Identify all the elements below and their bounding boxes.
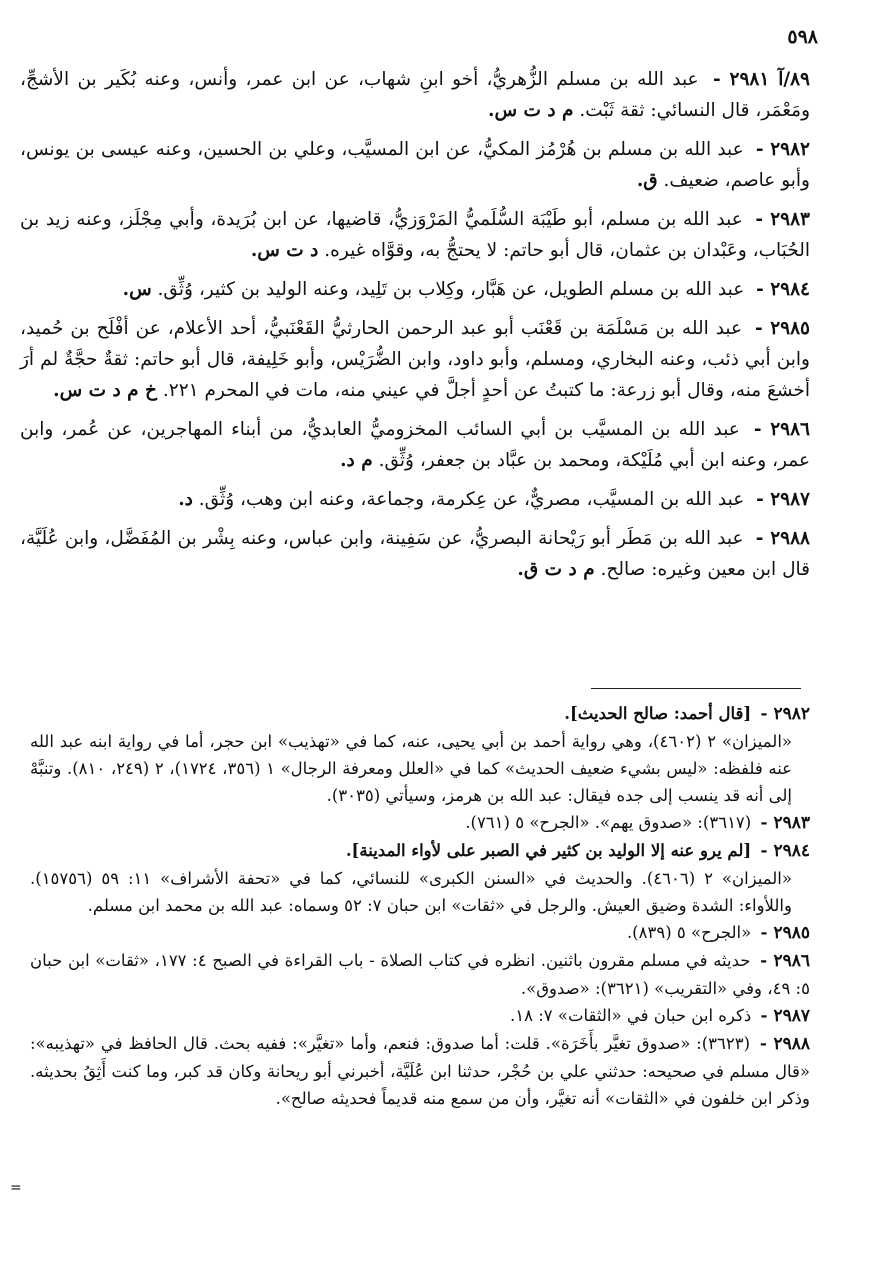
entry-text: عبد الله بن مسلم، أبو طَيْبَة السُّلَميُّ المَرْوَزيُّ، قاضيها، عن ابن بُرَيدة، وأبي مِجْلَز، وعنه زيد بن الحُبَاب، وعَبْدان بن عثمان، قال أبو حاتم: لا يحتجُّ به، وقوَّاه غيره. bbox=[20, 209, 810, 261]
entry-text: عبد الله بن مسلم الطويل، عن هَبَّار، وكِلاب بن تَلِيد، وعنه الوليد بن كثير، وُثِّق. bbox=[157, 279, 745, 300]
note-text: (٣٦١٧): «صدوق يهم». «الجرح» ٥ (٧٦١). bbox=[465, 813, 752, 832]
entry-number: ٢٩٨٨ - bbox=[755, 528, 810, 549]
note-text: «الجرح» ٥ (٨٣٩). bbox=[626, 923, 752, 942]
page-number: ٥٩٨ bbox=[787, 26, 818, 48]
entry-number: ٨٩/آ ٢٩٨١ - bbox=[712, 69, 810, 90]
note-number: ٢٩٨٨ - bbox=[759, 1034, 810, 1054]
entry-codes: س. bbox=[122, 279, 152, 300]
entry-2985 bbox=[20, 313, 810, 406]
note-number: ٢٩٨٢ - bbox=[760, 704, 810, 724]
entry-number: ٢٩٨٦ - bbox=[753, 419, 810, 440]
note-number: ٢٩٨٣ - bbox=[760, 813, 810, 833]
note-2987 bbox=[30, 1002, 810, 1030]
entry-2982 bbox=[20, 134, 810, 196]
note-text: «الميزان» ٢ (٤٦٠٢)، وهي رواية أحمد بن أبي يحيى، عنه، كما في «تهذيب» ابن حجر، أما في رواية ابنه عبد الله عنه فلفظه: «ليس بشيء ضعيف الحديث» كما في «العلل ومعرفة الرجال» ١ (٣٥٦، ١٧٢٤)، ٢ (٢٤٩، ٨١٠). وتنبَّهْ إلى أنه قد ينسب إلى جده فيقال: عبد الله بن هرمز، وسيأتي (٣٠٣٥). bbox=[30, 732, 793, 805]
note-text: حديثه في مسلم مقرون باثنين. انظره في كتاب الصلاة - باب القراءة في الصبح ٤: ١٧٧، «ثقات» ابن حبان ٥: ٤٩، وفي «التقريب» (٣٦٢١): «صدوق». bbox=[30, 951, 810, 998]
note-number: ٢٩٨٧ - bbox=[760, 1006, 810, 1026]
note-2988 bbox=[30, 1030, 810, 1112]
entry-text: عبد الله بن المسيَّب بن أبي السائب المخزوميُّ العابديُّ، من أبناء المهاجرين، عن عُمر، وابن عمر، وعنه ابن أبي مُلَيْكة، ومحمد بن عبَّاد بن جعفر، وُثِّق. bbox=[20, 419, 810, 471]
entry-codes: م د. bbox=[340, 450, 373, 471]
footnotes bbox=[30, 700, 810, 1112]
note-text: ذكره ابن حبان في «الثقات» ٧: ١٨. bbox=[509, 1006, 752, 1025]
note-number: ٢٩٨٤ - bbox=[760, 841, 810, 861]
note-2983 bbox=[30, 809, 810, 837]
note-2982 bbox=[30, 700, 810, 809]
entry-number: ٢٩٨٣ - bbox=[755, 209, 810, 230]
entry-codes: د. bbox=[178, 489, 193, 510]
note-2985 bbox=[30, 919, 810, 947]
entry-2981 bbox=[20, 64, 810, 126]
entry-codes: ق. bbox=[636, 170, 658, 191]
entry-text: عبد الله بن مسلم الزُّهريُّ، أخو ابنِ شهاب، عن ابن عمر، وأنس، وعنه بُكَير بن الأشجِّ، ومَعْمَر، قال النسائي: ثقة ثَبْت. bbox=[20, 69, 810, 121]
entry-2988 bbox=[20, 523, 810, 585]
entry-2987 bbox=[20, 484, 810, 515]
entry-text: عبد الله بن مَطَر أبو رَيْحانة البصريُّ، عن سَفِينة، وابن عباس، وعنه بِشْر بن المُفَضَّل، وابن عُلَيَّة، قال ابن معين وغيره: صالح. bbox=[20, 528, 810, 580]
entry-number: ٢٩٨٥ - bbox=[755, 318, 810, 339]
entry-codes: م د ت س. bbox=[488, 100, 574, 121]
note-text: «الميزان» ٢ (٤٦٠٦). والحديث في «السنن الكبرى» للنسائي، كما في «تحفة الأشراف» ١١: ٥٩ (١٥٧٥٦). واللأواء: الشدة وضيق العيش. والرجل في «ثقات» ابن حبان ٧: ٥٢ وسماه: عبد الله بن محمد ابن مسلم. bbox=[30, 869, 792, 915]
entry-text: عبد الله بن المسيَّب، مصريٌّ، عن عِكرمة، وجماعة، وعنه ابن وهب، وُثِّق. bbox=[198, 489, 745, 510]
entry-codes: خ م د ت س. bbox=[53, 380, 157, 401]
entry-2986 bbox=[20, 414, 810, 476]
note-heading: [قال أحمد: صالح الحديث]. bbox=[564, 704, 752, 723]
entry-2984 bbox=[20, 274, 810, 305]
entry-text: عبد الله بن مَسْلَمَة بن قَعْنَب أبو عبد الرحمن الحارثيُّ القَعْنَبيُّ، أحد الأعلام، عن أفْلَح بن حُميد، وابن أبي ذئب، وعنه البخاري، ومسلم، وأبو داود، وابن الضُّرَيْس، وأبو خَلِيفة، قال أبو حاتم: ثقةٌ حجَّةٌ لم أرَ أخشعَ منه، وقال أبو زرعة: ما كتبتُ عن أحدٍ أجلَّ في عيني منه، مات في المحرم ٢٢١. bbox=[20, 318, 810, 401]
note-heading: [لم يرو عنه إلا الوليد بن كثير في الصبر على لأواء المدينة]. bbox=[345, 841, 752, 860]
note-2986 bbox=[30, 947, 810, 1002]
main-entries bbox=[20, 64, 810, 593]
entry-number: ٢٩٨٤ - bbox=[756, 279, 810, 300]
entry-codes: د ت س. bbox=[250, 240, 319, 261]
entry-number: ٢٩٨٢ - bbox=[755, 139, 810, 160]
entry-number: ٢٩٨٧ - bbox=[756, 489, 810, 510]
end-mark: = bbox=[10, 1180, 22, 1196]
note-2984 bbox=[30, 837, 810, 919]
note-number: ٢٩٨٦ - bbox=[760, 951, 810, 971]
footnote-divider bbox=[591, 688, 801, 689]
entry-text: عبد الله بن مسلم بن هُرْمُز المكيُّ، عن ابن المسيَّب، وعلي بن الحسين، وعنه عيسى بن يونس، وأبو عاصم، ضعيف. bbox=[20, 139, 810, 191]
entry-2983 bbox=[20, 204, 810, 266]
note-text: (٣٦٢٣): «صدوق تغيَّر بأَخَرَة». قلت: أما صدوق: فنعم، وأما «تغيَّر»: ففيه بحث. قال الحافظ في «تهذيبه»: «قال مسلم في صحيحه: حدثني علي بن حُجْر، حدثنا ابن عُلَيَّة، أخبرني أبو ريحانة وكان قد كبر، وما كنت أَثِقُ بحديثه. وذكر ابن خلفون في «الثقات» أنه تغيَّر، وأن من سمع منه قديماً فحديثه صالح». bbox=[30, 1034, 810, 1108]
note-number: ٢٩٨٥ - bbox=[760, 923, 810, 943]
entry-codes: م د ت ق. bbox=[517, 559, 595, 580]
